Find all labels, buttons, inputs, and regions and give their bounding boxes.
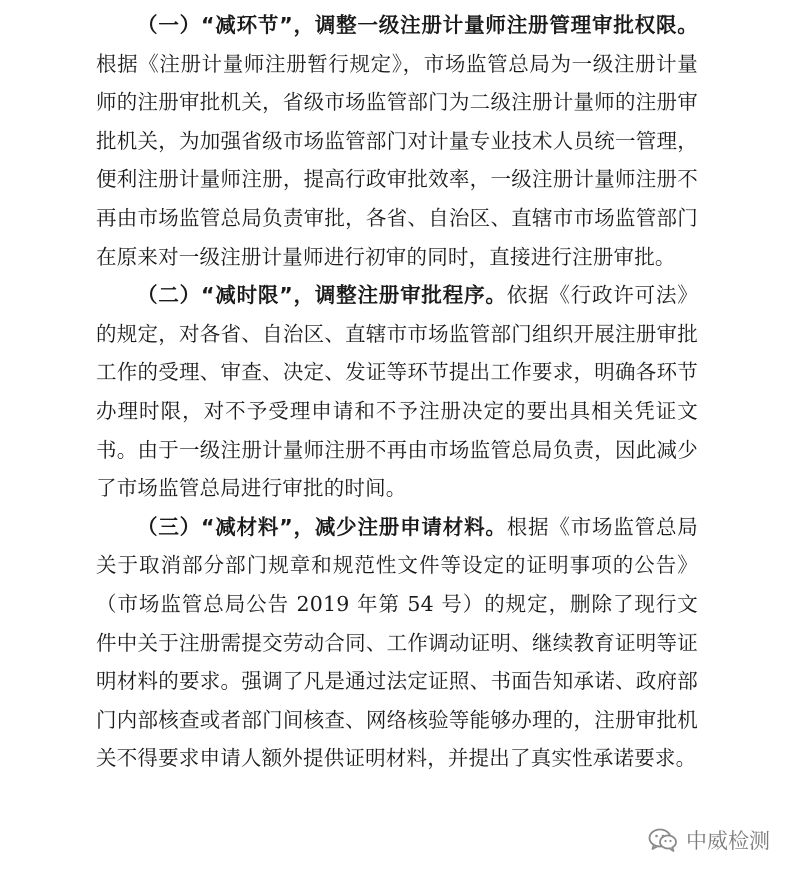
watermark-text: 中威检测 <box>686 829 770 853</box>
section-1-paragraph <box>96 6 698 276</box>
watermark <box>648 825 770 855</box>
section-1-heading: （一）“减环节”，调整一级注册计量师注册管理审批权限。 <box>137 13 698 37</box>
section-2-paragraph <box>96 276 698 508</box>
section-2-heading: （二）“减时限”，调整注册审批程序。 <box>137 283 507 308</box>
section-3-paragraph <box>96 508 698 778</box>
section-3-heading: （三）“减材料”，减少注册申请材料。 <box>137 514 507 539</box>
section-2-body: 依据《行政许可法》的规定，对各省、自治区、直辖市市场监管部门组织开展注册审批工作的受理、审查、决定、发证等环节提出工作要求，明确各环节办理时限，对不予受理申请和不予注册决定的要出具相关凭证文书。由于一级注册计量师注册不再由市场监管总局负责，因此减少了市场监管总局进行审批的时间。 <box>96 283 699 501</box>
section-1-body: 根据《注册计量师注册暂行规定》，市场监管总局为一级注册计量师的注册审批机关，省级市场监管部门为二级注册计量师的注册审批机关，为加强省级市场监管部门对计量专业技术人员统一管理，便利注册计量师注册，提高行政审批效率，一级注册计量师注册不再由市场监管总局负责审批，各省、自治区、直辖市市场监管部门在原来对一级注册计量师进行初审的同时，直接进行注册审批。 <box>96 51 698 269</box>
document-page <box>96 6 698 778</box>
wechat-icon <box>648 827 678 853</box>
section-3-body: 根据《市场监管总局关于取消部分部门规章和规范性文件等设定的证明事项的公告》（市场监管总局公告 2019 年第 54 号）的规定，删除了现行文件中关于注册需提交劳动合同、工作调动证明、继续教育证明等证明材料的要求。强调了凡是通过法定证照、书面告知承诺、政府部门内部核查或者部门间核查、网络核验等能够办理的，注册审批机关不得要求申请人额外提供证明材料，并提出了真实性承诺要求。 <box>96 514 699 771</box>
